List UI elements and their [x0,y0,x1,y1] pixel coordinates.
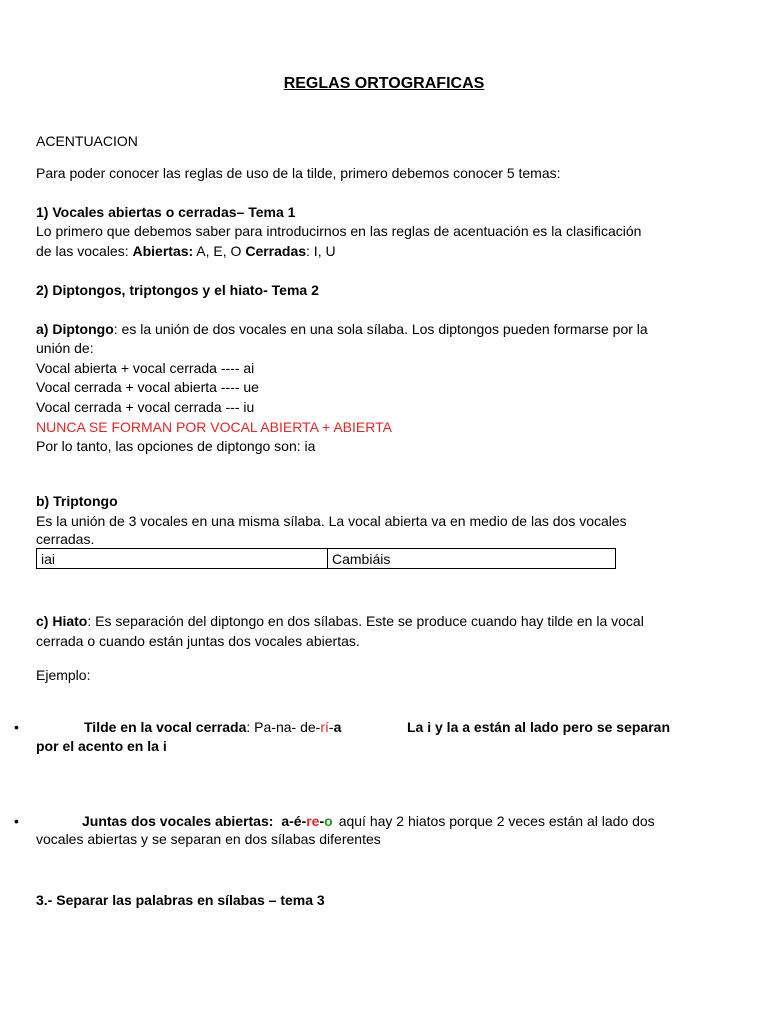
diptongo-options: Por lo tanto, las opciones de diptongo son: ia [36,438,316,454]
triptongo-text-line1: Es la unión de 3 vocales en una misma sílaba. La vocal abierta va en medio de las dos vocales [36,513,627,529]
topic1-text-line1: Lo primero que debemos saber para introducirnos en las reglas de acentuación es la clasificación [36,223,642,239]
diptongo-rule-2: Vocal cerrada + vocal abierta ---- ue [36,379,259,395]
section-heading: ACENTUACION [36,133,138,149]
hiato-definition-cont: cerrada o cuando están juntas dos vocales abiertas. [36,633,360,649]
diptongo-warning: NUNCA SE FORMAN POR VOCAL ABIERTA + ABIERTA [36,419,392,435]
bullet-icon: • [14,813,19,829]
example2-note-line2: vocales abiertas y se separan en dos sílabas diferentes [36,831,381,847]
table-cell: Cambiáis [328,549,616,569]
table-cell: iai [37,549,328,569]
diptongo-rule-3: Vocal cerrada + vocal cerrada --- iu [36,399,255,415]
example1-label: Tilde en la vocal cerrada: Pa-na- de-rí-a [84,719,342,735]
triptongo-table [36,548,616,569]
intro-paragraph: Para poder conocer las reglas de uso de la tilde, primero debemos conocer 5 temas: [36,165,561,181]
example1-note-line1: La i y la a están al lado pero se separan [407,719,671,735]
diptongo-definition: a) Diptongo: es la unión de dos vocales en una sola sílaba. Los diptongos pueden formarse por la [36,321,648,337]
triptongo-heading: b) Triptongo [36,493,118,509]
topic1-text-line2: de las vocales: Abiertas: A, E, O Cerradas: I, U [36,243,336,259]
diptongo-definition-cont: unión de: [36,340,94,356]
table-row [37,549,616,569]
example2-label: Juntas dos vocales abiertas: a-é-re-o aquí hay 2 hiatos porque 2 veces están al lado dos [82,813,655,829]
example1-note-line2: por el acento en la i [36,738,167,754]
page-title: REGLAS ORTOGRAFICAS [283,75,485,92]
topic1-heading: 1) Vocales abiertas o cerradas– Tema 1 [36,204,296,220]
diptongo-rule-1: Vocal abierta + vocal cerrada ---- ai [36,360,255,376]
topic3-heading: 3.- Separar las palabras en sílabas – tema 3 [36,892,325,908]
hiato-definition: c) Hiato: Es separación del diptongo en dos sílabas. Este se produce cuando hay tilde en la vocal [36,613,644,629]
example-label: Ejemplo: [36,667,91,683]
triptongo-text-line2: cerradas. [36,531,95,547]
bullet-icon: • [14,719,19,735]
topic2-heading: 2) Diptongos, triptongos y el hiato- Tema 2 [36,282,319,298]
